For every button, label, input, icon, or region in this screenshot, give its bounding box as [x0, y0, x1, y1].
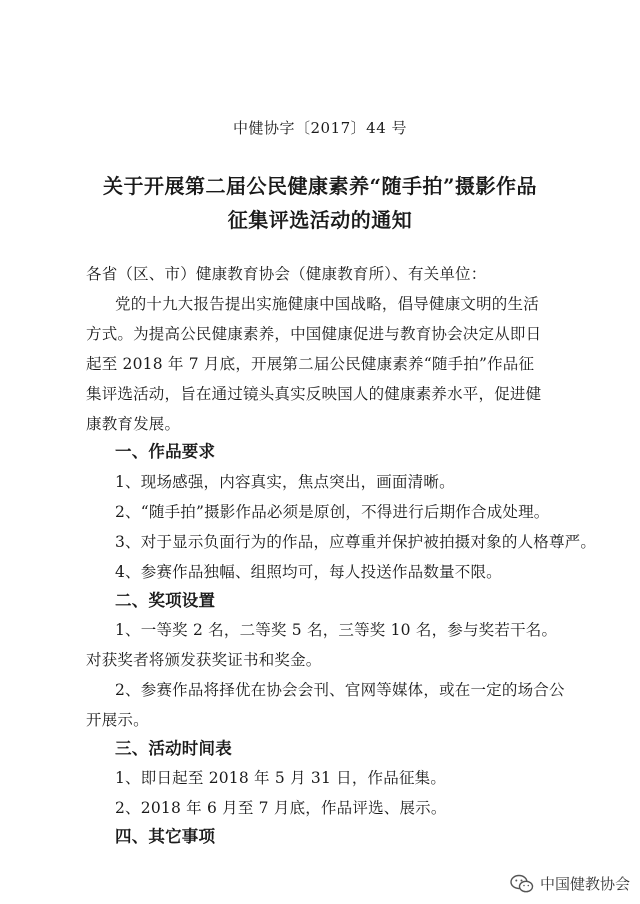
list-item: 2、2018 年 6 月至 7 月底，作品评选、展示。: [115, 799, 447, 817]
document-number: 中健协字〔2017〕44 号: [232, 119, 408, 137]
salutation: 各省（区、市）健康教育协会（健康教育所）、有关单位：: [86, 265, 487, 283]
wechat-icon: [510, 874, 534, 894]
wechat-watermark: [510, 873, 630, 894]
title-line-2: 征集评选活动的通知: [227, 208, 413, 232]
watermark-label: 中国健教协会: [539, 875, 630, 893]
list-item: 3、对于显示负面行为的作品，应尊重并保护被拍摄对象的人格尊严。: [115, 533, 597, 551]
section-heading: 三、活动时间表: [115, 739, 232, 758]
list-item: 4、参赛作品独幅、组照均可，每人投送作品数量不限。: [115, 563, 502, 581]
list-item: 2、参赛作品将择优在协会会刊、官网等媒体，或在一定的场合公: [115, 681, 565, 699]
title-line-1: 关于开展第二届公民健康素养“随手拍”摄影作品: [102, 174, 537, 198]
list-item: 2、“随手拍”摄影作品必须是原创，不得进行后期作合成处理。: [115, 503, 550, 521]
list-item: 1、即日起至 2018 年 5 月 31 日，作品征集。: [115, 769, 447, 787]
intro-line: 党的十九大报告提出实施健康中国战略，倡导健康文明的生活: [115, 295, 539, 313]
list-item: 1、现场感强，内容真实，焦点突出，画面清晰。: [115, 473, 455, 491]
intro-line: 方式。为提高公民健康素养，中国健康促进与教育协会决定从即日: [86, 325, 542, 343]
intro-line: 起至 2018 年 7 月底，开展第二届公民健康素养“随手拍”作品征: [86, 355, 535, 373]
list-item: 1、一等奖 2 名，二等奖 5 名，三等奖 10 名，参与奖若干名。: [115, 621, 558, 639]
list-item-continuation: 开展示。: [86, 711, 149, 729]
section-heading: 一、作品要求: [115, 442, 216, 461]
section-heading: 四、其它事项: [115, 827, 216, 846]
intro-line: 康教育发展。: [86, 415, 181, 433]
section-heading: 二、奖项设置: [115, 591, 216, 610]
list-item-continuation: 对获奖者将颁发获奖证书和奖金。: [86, 651, 322, 669]
intro-line: 集评选活动，旨在通过镜头真实反映国人的健康素养水平，促进健: [86, 385, 542, 403]
